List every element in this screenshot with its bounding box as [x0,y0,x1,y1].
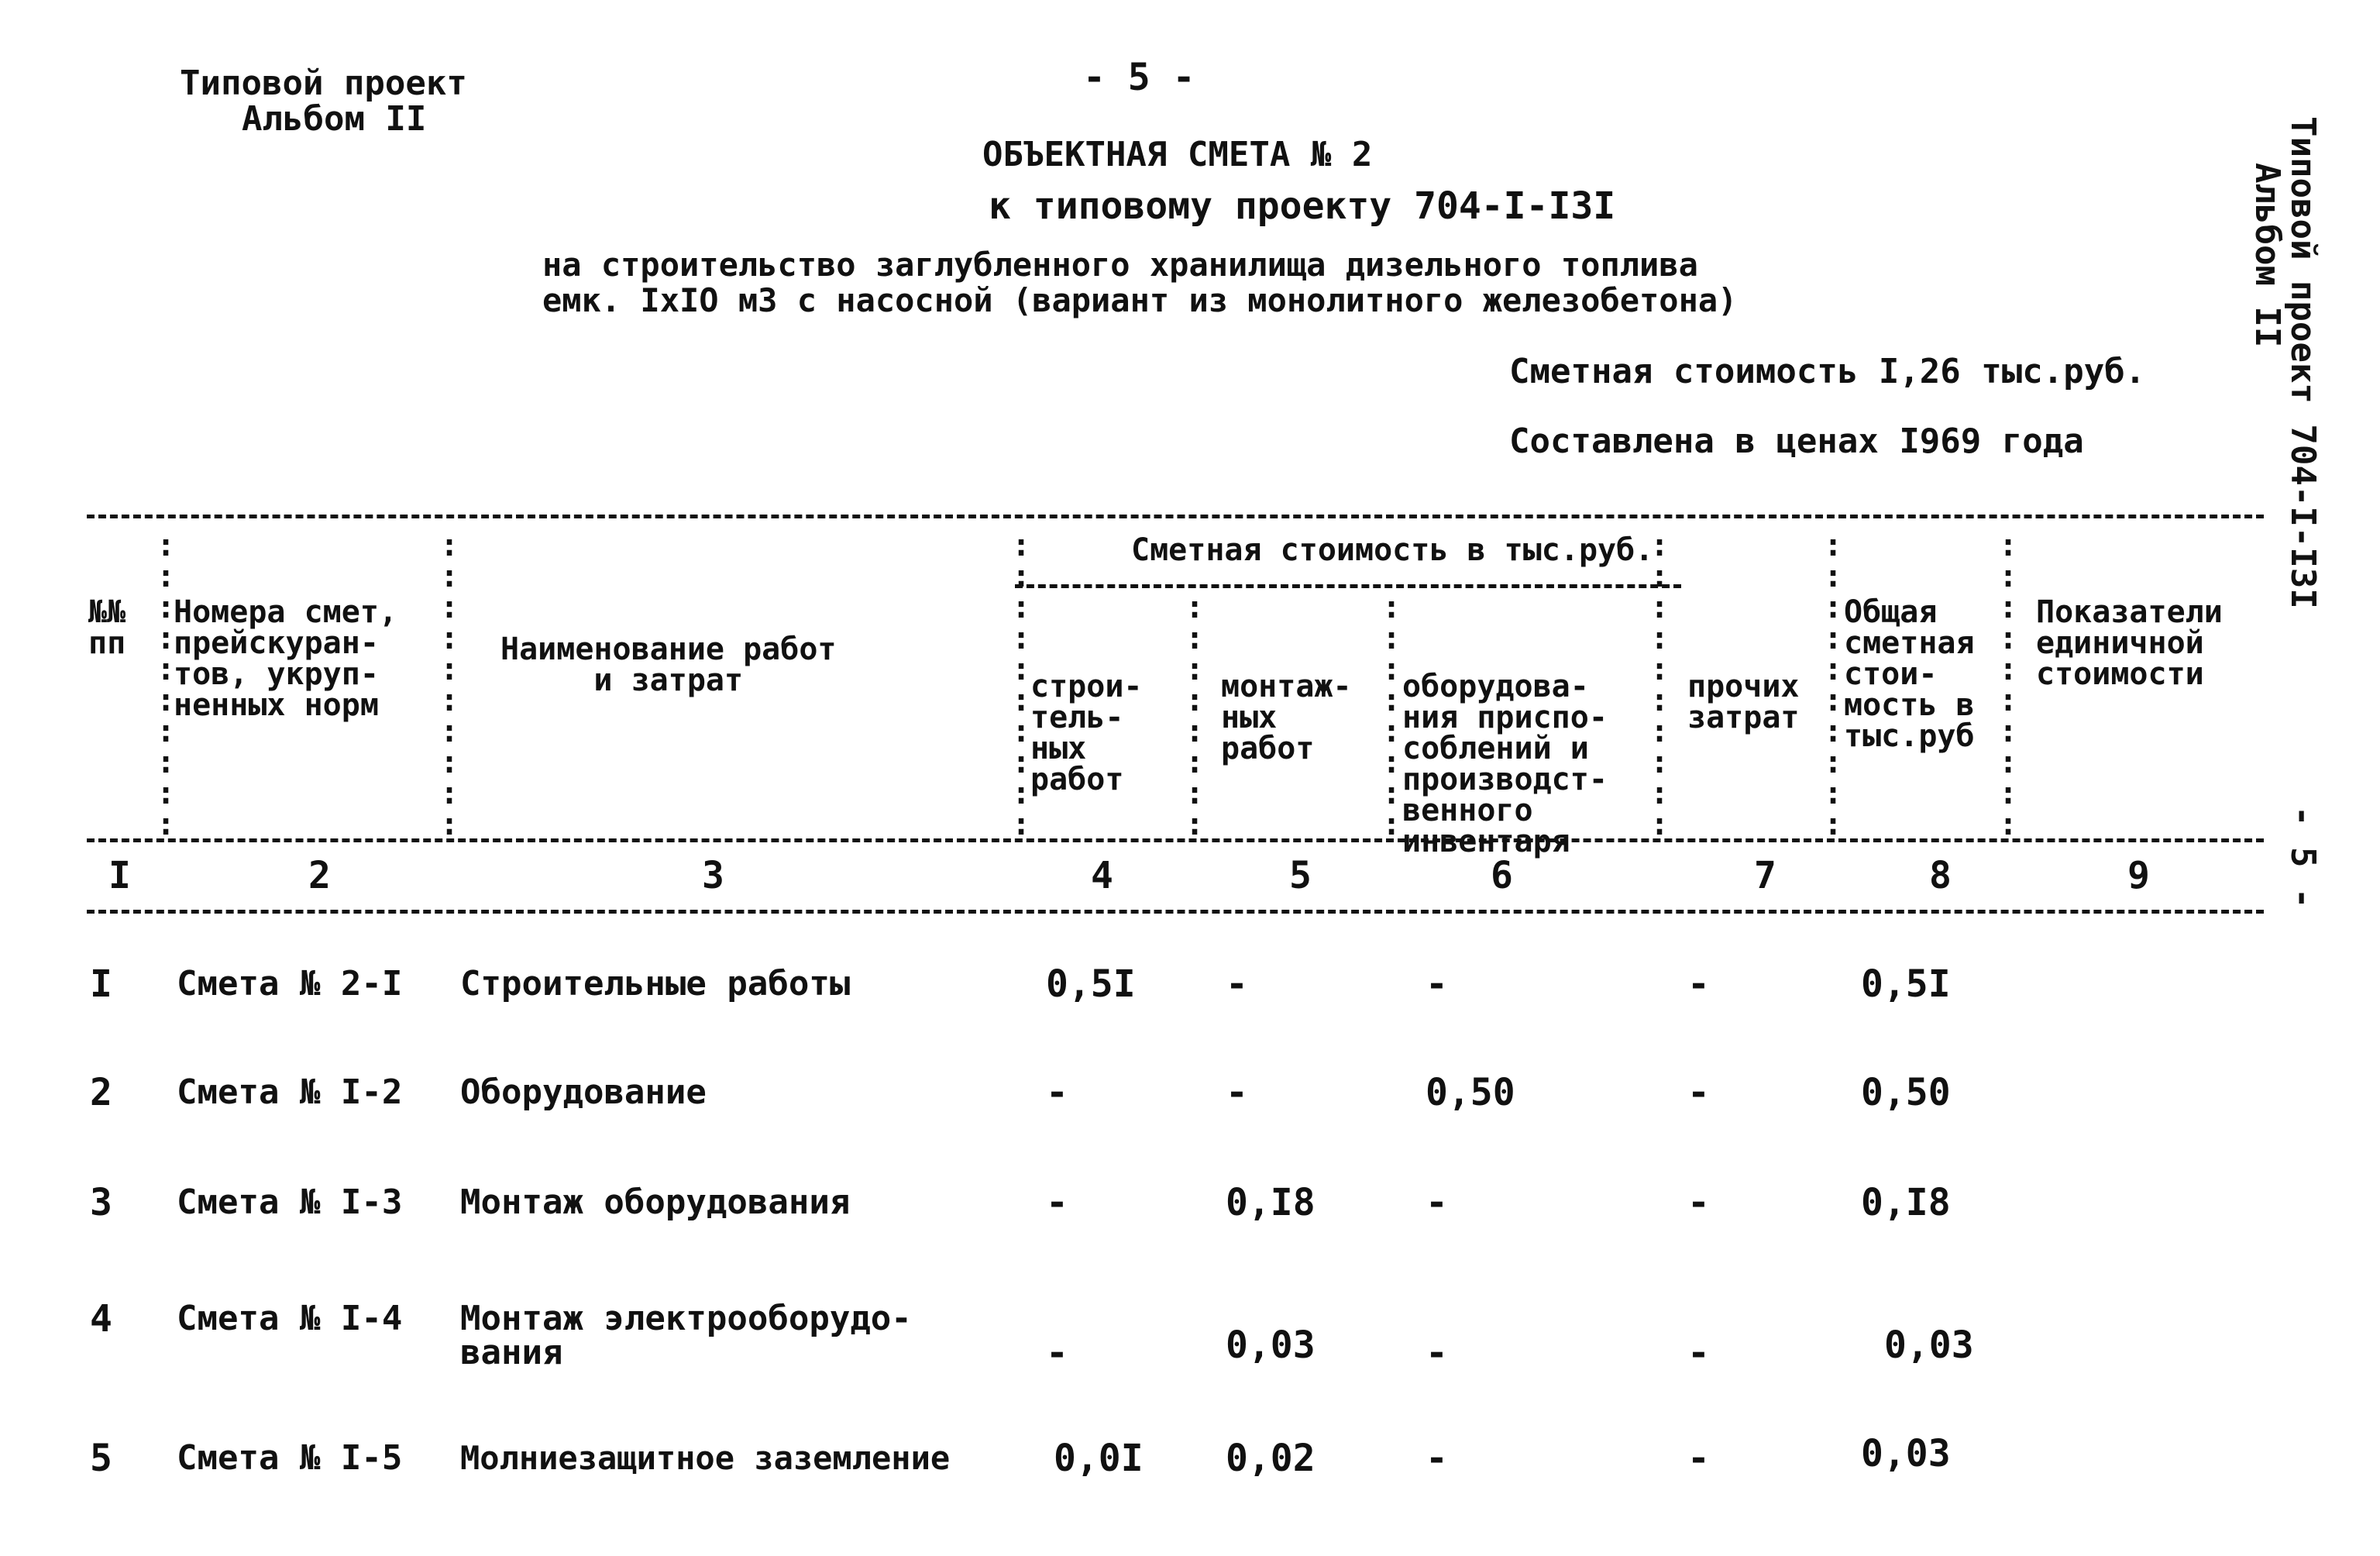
top-left-line1: Типовой проект [180,64,467,103]
col-sep-1: : : : : : : : : : : [156,528,176,842]
table-row-name-line2: вания [460,1333,563,1372]
col-number-1: I [108,854,131,897]
cost-line: Сметная стоимость I,26 тыс.руб. [1509,352,2146,391]
table-top-rule [87,515,2264,518]
col-number-2: 2 [308,854,331,897]
numbers-bottom-rule [87,910,2264,914]
table-row-equipment: - [1426,1181,1448,1224]
side-stamp-line1: Типовой проект 704-I-I3I [2283,116,2323,609]
group-header-rule [1015,584,1681,588]
table-row-no: 2 [90,1071,112,1114]
table-row-other: - [1687,1181,1710,1224]
col-number-5: 5 [1289,854,1312,897]
table-row-other: - [1687,1331,1710,1375]
table-row-construction: 0,0I [1054,1437,1144,1480]
table-row-total: 0,I8 [1861,1181,1951,1224]
table-row-name: Строительные работы [460,964,851,1003]
table-row-estimate: Смета № 2-I [177,964,403,1003]
top-left-line2: Альбом II [242,99,427,139]
table-row-name: Молниезащитное заземление [460,1439,951,1477]
table-row-name: Оборудование [460,1072,707,1112]
table-row-equipment: - [1426,962,1448,1006]
table-row-equipment: - [1426,1331,1448,1375]
table-row-installation: - [1226,1071,1248,1114]
col-sep-7: : : : : : : : : : : [1824,528,1843,842]
col-header-1: №№ пп [88,594,126,661]
table-row-equipment: - [1426,1437,1448,1480]
col-header-5: монтаж- ных работ [1221,669,1352,766]
side-stamp-page: - 5 - [2283,806,2323,909]
prices-line: Составлена в ценах I969 года [1509,422,2084,461]
col-sep-5: : : : : : : : : [1382,590,1402,842]
table-row-name-line1: Монтаж электрооборудо- [460,1299,912,1338]
title-line3: на строительство заглубленного хранилища дизельного топлива [542,246,1698,284]
table-row-installation: 0,03 [1226,1324,1316,1367]
table-row-construction: - [1046,1071,1068,1114]
table-row-construction: 0,5I [1046,962,1136,1006]
table-row-estimate: Смета № I-4 [177,1299,403,1338]
col-header-7: прочих затрат [1687,669,1800,735]
col-sep-6: : : : : : : : : : : [1650,528,1670,842]
col-header-6: оборудова- ния приспо- соблений и производст- венного инвентаря [1402,669,1608,859]
table-row-total: 0,03 [1861,1432,1951,1475]
table-row-other: - [1687,1071,1710,1114]
table-row-total: 0,50 [1861,1071,1951,1114]
table-row-installation: 0,02 [1226,1437,1316,1480]
col-sep-2: : : : : : : : : : : [440,528,459,842]
title-line2: к типовому проекту 704-I-I3I [989,184,1616,228]
table-row-other: - [1687,962,1710,1006]
col-number-3: 3 [702,854,724,897]
table-row-no: 5 [90,1437,112,1480]
col-header-4: строи- тель- ных работ [1030,669,1143,797]
table-row-no: 3 [90,1181,112,1224]
table-row-estimate: Смета № I-3 [177,1182,403,1222]
header-bottom-rule [87,838,2264,842]
table-row-total: 0,03 [1884,1324,1974,1367]
col-number-8: 8 [1929,854,1952,897]
table-row-construction: - [1046,1181,1068,1224]
title-line1: ОБЪЕКТНАЯ СМЕТА № 2 [982,135,1373,174]
col-number-4: 4 [1091,854,1113,897]
col-header-8: Общая сметная стои- мость в тыс.руб [1844,594,1975,754]
table-row-other: - [1687,1437,1710,1480]
page-number: - 5 - [1083,56,1195,99]
table-row-total: 0,5I [1861,962,1951,1006]
col-header-9: Показатели единичной стоимости [2036,594,2223,692]
table-row-equipment: 0,50 [1426,1071,1515,1114]
table-row-installation: - [1226,962,1248,1006]
col-sep-8: : : : : : : : : : : [1999,528,2018,842]
table-row-estimate: Смета № I-2 [177,1072,403,1112]
table-row-name: Монтаж оборудования [460,1182,851,1222]
col-number-9: 9 [2127,854,2150,897]
table-row-estimate: Смета № I-5 [177,1438,403,1478]
side-stamp-line2: Альбом II [2248,163,2287,348]
col-sep-3: : : : : : : : : : : [1012,528,1031,842]
col-header-2: Номера смет, прейскуран- тов, укруп- ненных норм [174,594,397,723]
group-header: Сметная стоимость в тыс.руб. [1131,532,1654,568]
title-line4: емк. IxIO м3 с насосной (вариант из монолитного железобетона) [542,281,1738,319]
table-row-no: I [90,962,112,1006]
table-row-construction: - [1046,1331,1068,1375]
col-number-6: 6 [1491,854,1513,897]
col-header-3: Наименование работ и затрат [500,632,837,698]
col-number-7: 7 [1754,854,1776,897]
col-sep-4: : : : : : : : : [1185,590,1205,842]
table-row-no: 4 [90,1297,112,1341]
table-row-installation: 0,I8 [1226,1181,1316,1224]
